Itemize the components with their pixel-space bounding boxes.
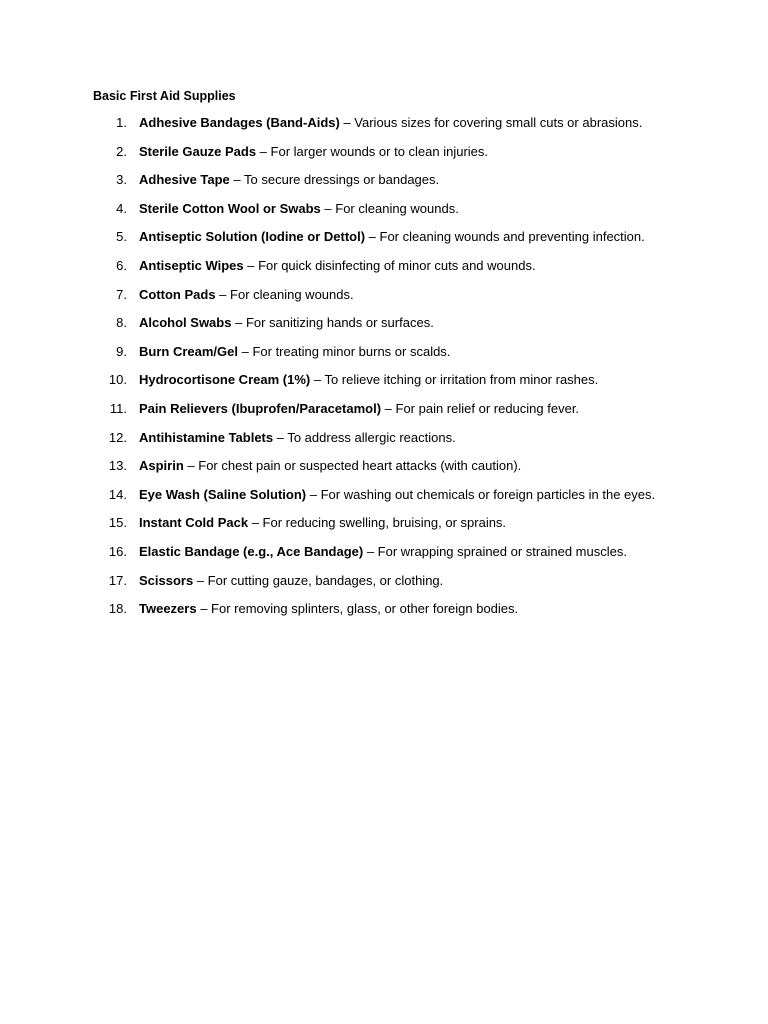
list-item-text <box>139 572 443 590</box>
list-item <box>0 200 768 229</box>
document-title: Basic First Aid Supplies <box>93 89 236 103</box>
list-item-description: To secure dressings or bandages. <box>244 172 440 188</box>
list-item-number: 17. <box>108 572 127 588</box>
list-item-name: Aspirin <box>139 458 184 474</box>
list-item-description: For removing splinters, glass, or other foreign bodies. <box>211 601 519 617</box>
list-item-text <box>139 371 598 389</box>
list-item-number: 4. <box>116 200 127 216</box>
list-item-description: For sanitizing hands or surfaces. <box>245 315 434 331</box>
list-item-number: 5. <box>116 229 127 245</box>
list-item-text <box>139 514 506 532</box>
list-item-description: For washing out chemicals or foreign particles in the eyes. <box>320 486 656 502</box>
list-item-number: 3. <box>116 172 127 188</box>
list-item-name: Antihistamine Tablets <box>139 429 274 445</box>
list-item-name: Adhesive Tape <box>139 172 230 188</box>
list-item <box>0 457 768 486</box>
list-item-description: For larger wounds or to clean injuries. <box>270 143 489 159</box>
list-item-number: 2. <box>116 143 127 159</box>
list-item-text <box>139 457 521 475</box>
list-item-name: Cotton Pads <box>139 286 216 302</box>
list-item-separator: – <box>310 372 325 388</box>
list-item-text <box>139 257 536 275</box>
list-item-number: 1. <box>116 115 127 130</box>
list-item-name: Tweezers <box>139 601 197 617</box>
list-item-name: Scissors <box>139 572 194 588</box>
list-item-description: For quick disinfecting of minor cuts and wounds. <box>258 257 536 273</box>
list-item-separator: – <box>339 115 355 130</box>
list-item <box>0 371 768 400</box>
list-item <box>0 343 768 372</box>
list-item-number: 12. <box>108 429 127 445</box>
list-item-text <box>139 543 627 561</box>
list-item-name: Adhesive Bandages (Band-Aids) <box>139 115 340 130</box>
list-item-separator: – <box>193 572 208 588</box>
list-item-name: Antiseptic Wipes <box>139 257 244 273</box>
list-item-text <box>139 228 645 246</box>
list-item-description: To address allergic reactions. <box>287 429 456 445</box>
list-item-separator: – <box>237 343 253 359</box>
list-item-separator: – <box>256 143 271 159</box>
list-item-description: For treating minor burns or scalds. <box>252 343 451 359</box>
list-item-description: For reducing swelling, bruising, or sprains. <box>262 515 507 531</box>
list-item-separator: – <box>229 172 245 188</box>
list-item-separator: – <box>306 486 321 502</box>
list-item-description: For cleaning wounds and preventing infection. <box>379 229 645 245</box>
list-item-name: Sterile Gauze Pads <box>139 143 257 159</box>
list-item <box>0 257 768 286</box>
list-item-separator: – <box>320 200 336 216</box>
list-item <box>0 400 768 429</box>
list-item-name: Burn Cream/Gel <box>139 343 238 359</box>
list-item <box>0 228 768 257</box>
list-item-separator: – <box>273 429 288 445</box>
list-item-separator: – <box>248 515 263 531</box>
list-item <box>0 143 768 172</box>
list-item <box>0 429 768 458</box>
list-item-number: 16. <box>108 543 127 559</box>
list-item-text <box>139 286 354 304</box>
list-item-text <box>139 429 456 447</box>
list-item-separator: – <box>183 458 199 474</box>
list-item-number: 13. <box>108 458 127 474</box>
list-item-text <box>139 114 642 132</box>
list-item-text <box>139 343 450 361</box>
list-item-text <box>139 171 439 189</box>
list-item-separator: – <box>381 400 396 416</box>
list-item-number: 15. <box>108 515 127 531</box>
list-item-name: Sterile Cotton Wool or Swabs <box>139 200 321 216</box>
list-item-number: 18. <box>108 601 127 617</box>
list-item <box>0 486 768 515</box>
supplies-list <box>0 114 768 629</box>
list-item <box>0 543 768 572</box>
list-item-description: To relieve itching or irritation from minor rashes. <box>324 372 599 388</box>
list-item-description: For wrapping sprained or strained muscles. <box>377 543 627 559</box>
list-item-text <box>139 400 579 418</box>
list-item-text <box>139 314 434 332</box>
list-item-number: 6. <box>116 257 127 273</box>
list-item <box>0 600 768 629</box>
list-item-number: 10. <box>108 372 127 388</box>
list-item <box>0 572 768 601</box>
list-item-number: 9. <box>116 343 127 359</box>
list-item <box>0 114 768 143</box>
list-item-description: For chest pain or suspected heart attacks (with caution). <box>198 458 522 474</box>
list-item-number: 14. <box>108 486 127 502</box>
list-item-description: For cutting gauze, bandages, or clothing. <box>207 572 444 588</box>
list-item <box>0 171 768 200</box>
list-item-name: Pain Relievers (Ibuprofen/Paracetamol) <box>139 400 382 416</box>
list-item <box>0 314 768 343</box>
list-item-separator: – <box>243 257 259 273</box>
list-item-text <box>139 143 488 161</box>
list-item-description: For cleaning wounds. <box>335 200 459 216</box>
list-item-separator: – <box>231 315 246 331</box>
list-item-separator: – <box>215 286 231 302</box>
list-item <box>0 286 768 315</box>
list-item-name: Instant Cold Pack <box>139 515 249 531</box>
list-item <box>0 514 768 543</box>
list-item-separator: – <box>196 601 212 617</box>
list-item-name: Antiseptic Solution (Iodine or Dettol) <box>139 229 366 245</box>
list-item-number: 8. <box>116 315 127 331</box>
list-item-name: Alcohol Swabs <box>139 315 232 331</box>
list-item-description: Various sizes for covering small cuts or abrasions. <box>354 115 643 130</box>
list-item-name: Hydrocortisone Cream (1%) <box>139 372 311 388</box>
list-item-name: Eye Wash (Saline Solution) <box>139 486 307 502</box>
list-item-text <box>139 600 518 618</box>
list-item-text <box>139 200 459 218</box>
list-item-text <box>139 486 655 504</box>
list-item-separator: – <box>363 543 378 559</box>
list-item-description: For pain relief or reducing fever. <box>395 400 580 416</box>
list-item-separator: – <box>365 229 380 245</box>
list-item-number: 11. <box>109 400 127 416</box>
list-item-name: Elastic Bandage (e.g., Ace Bandage) <box>139 543 364 559</box>
list-item-number: 7. <box>116 286 127 302</box>
list-item-description: For cleaning wounds. <box>230 286 354 302</box>
